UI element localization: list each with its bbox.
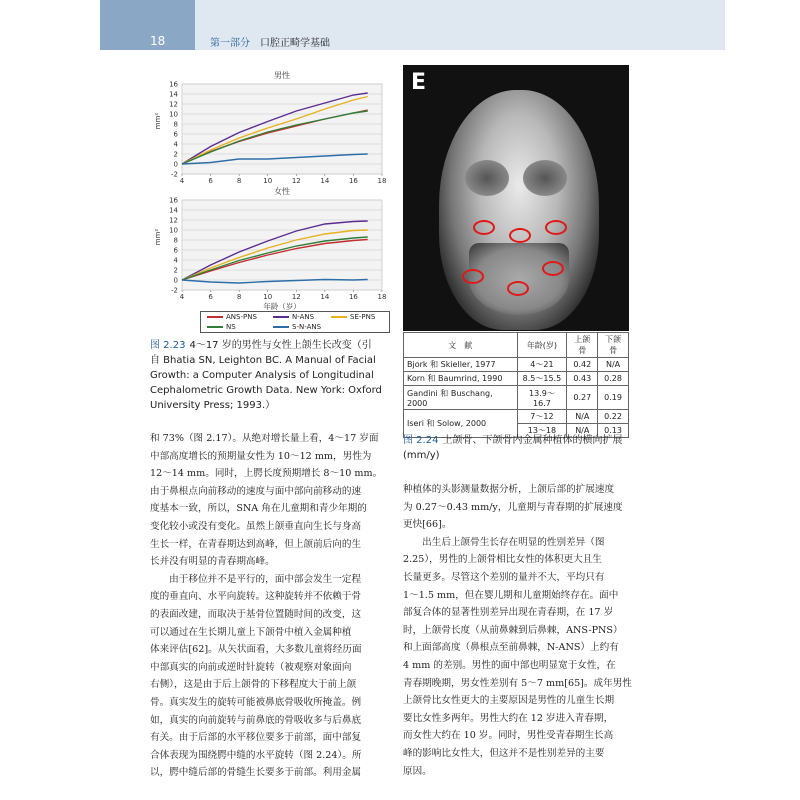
caption-line: 图 2.24 上颌骨、下颌骨内金属种植体的横向扩展 bbox=[403, 435, 623, 446]
table-cell: 0.13 bbox=[598, 424, 629, 438]
table-cell: 0.19 bbox=[598, 386, 629, 410]
text-line: 体来评估[62]。从矢状面看，大多数儿童将经历面 bbox=[150, 644, 362, 656]
chapter-title: 口腔正畸学基础 bbox=[260, 38, 330, 49]
x-tick-label: 14 bbox=[320, 293, 330, 301]
y-tick-label: 2 bbox=[173, 266, 178, 275]
y-tick-label: 10 bbox=[169, 110, 178, 119]
table-cell: N/A bbox=[567, 410, 598, 424]
table-cell: 8.5～15.5 bbox=[517, 372, 567, 386]
caption-line: Cephalometric Growth Data. New York: Oxford bbox=[150, 385, 382, 396]
figure-2-24-caption bbox=[403, 433, 643, 463]
y-tick-label: 0 bbox=[173, 160, 178, 169]
orbit-right bbox=[523, 160, 567, 196]
y-tick-label: -2 bbox=[171, 286, 178, 295]
text-line: 峰的影响比女性大，但这并不是性别差异的主要 bbox=[403, 747, 605, 759]
text-line: 以，腭中缝后部的骨缝生长要多于前部。利用金属 bbox=[150, 767, 362, 779]
legend-item bbox=[207, 323, 236, 331]
table-header-row bbox=[404, 333, 629, 358]
table-header: 年龄(岁) bbox=[517, 333, 567, 358]
caption-line: University Press; 1993.） bbox=[150, 400, 276, 411]
implant-marker bbox=[462, 269, 484, 284]
legend-label: N-ANS bbox=[292, 313, 315, 321]
text-line: 为 0.27～0.43 mm/y，儿童期与青春期的扩展速度 bbox=[403, 501, 623, 513]
x-tick-label: 12 bbox=[291, 177, 301, 185]
legend-label: ANS-PNS bbox=[226, 313, 257, 321]
y-tick-label: 12 bbox=[169, 216, 178, 225]
y-tick-label: 4 bbox=[173, 256, 178, 265]
table-cell: 0.42 bbox=[567, 358, 598, 372]
panel-letter: E bbox=[411, 70, 427, 95]
legend-swatch bbox=[207, 326, 223, 328]
text-line: 更快[66]。 bbox=[403, 519, 452, 531]
caption-line: 自 Bhatia SN, Leighton BC. A Manual of Facial bbox=[150, 355, 376, 366]
chart-title: 女性 bbox=[274, 187, 290, 196]
table-header: 文 献 bbox=[404, 333, 518, 358]
table-cell: N/A bbox=[567, 424, 598, 438]
cephalometric-xray-image bbox=[403, 65, 629, 331]
legend-label: S-N-ANS bbox=[292, 323, 322, 331]
legend-item bbox=[273, 323, 321, 331]
y-tick-label: 12 bbox=[169, 100, 178, 109]
legend-swatch bbox=[331, 316, 347, 318]
table-cell: 7～12 bbox=[517, 410, 567, 424]
text-line: 4 mm 的差别。男性的面中部也明显宽于女性，在 bbox=[403, 659, 616, 671]
female-growth-chart bbox=[150, 186, 395, 310]
text-line: 长量更多。尽管这个差别的量并不大，平均只有 bbox=[403, 571, 605, 583]
table-header: 上颌骨 bbox=[567, 333, 598, 358]
x-tick-label: 12 bbox=[291, 293, 301, 301]
caption-line: 图 2.23 4～17 岁的男性与女性上颌生长改变（引 bbox=[150, 340, 372, 351]
text-line: 合体表现为围绕腭中缝的水平旋转（图 2.24）。所 bbox=[150, 749, 362, 761]
part-label: 第一部分 bbox=[210, 38, 250, 49]
text-line: 中部高度增长的预期量女性为 10～12 mm，男性为 bbox=[150, 450, 372, 462]
legend-label: NS bbox=[226, 323, 236, 331]
text-line: 上颌骨比女性更大的主要原因是男性的儿童生长期 bbox=[403, 695, 615, 707]
text-line: 右侧），这是由于后上颌骨的下移程度大于前上颌 bbox=[150, 679, 357, 691]
table-cell: 4～21 bbox=[517, 358, 567, 372]
y-tick-label: 8 bbox=[173, 236, 178, 245]
implant-marker bbox=[507, 281, 529, 296]
table-cell: 0.28 bbox=[598, 372, 629, 386]
x-tick-label: 8 bbox=[236, 177, 242, 185]
table-cell: 0.43 bbox=[567, 372, 598, 386]
x-tick-label: 16 bbox=[348, 293, 358, 301]
implant-marker bbox=[542, 261, 564, 276]
x-tick-label: 10 bbox=[263, 177, 273, 185]
legend-swatch bbox=[273, 316, 289, 318]
implant-marker bbox=[545, 220, 567, 235]
chart-legend bbox=[200, 311, 390, 333]
female-chart-svg bbox=[150, 186, 395, 310]
text-line: 由于鼻根点向前移动的速度与面中部向前移动的速 bbox=[150, 485, 362, 497]
text-line: 有关。由于后部的水平移位要多于前部，面中部复 bbox=[150, 732, 362, 744]
caption-line: Growth: a Computer Analysis of Longitudinal bbox=[150, 370, 374, 381]
x-tick-label: 18 bbox=[377, 177, 387, 185]
x-axis-label: 年龄（岁） bbox=[263, 302, 301, 311]
table-cell: 0.27 bbox=[567, 386, 598, 410]
table-row bbox=[404, 358, 629, 372]
y-tick-label: 10 bbox=[169, 226, 178, 235]
text-line: 2.25），男性的上颌骨相比女性的体积更大且生 bbox=[403, 554, 602, 566]
y-tick-label: 2 bbox=[173, 150, 178, 159]
text-line: 原因。 bbox=[403, 765, 432, 777]
y-axis-label: mm² bbox=[154, 112, 162, 130]
text-line: 1～1.5 mm，但在婴儿期和儿童期始终存在。面中 bbox=[403, 589, 619, 601]
y-tick-label: 4 bbox=[173, 140, 178, 149]
legend-item bbox=[207, 313, 257, 321]
orbit-left bbox=[465, 160, 509, 196]
implant-marker bbox=[509, 228, 531, 243]
text-line: 部复合体的显著性别差异出现在青春期，在 17 岁 bbox=[403, 607, 614, 619]
table-row bbox=[404, 410, 629, 424]
implant-marker bbox=[473, 220, 495, 235]
y-tick-label: 6 bbox=[173, 246, 178, 255]
text-line: 要比女性多两年。男性大约在 12 岁进入青春期， bbox=[403, 712, 614, 724]
table-cell: 0.22 bbox=[598, 410, 629, 424]
text-line: 青春期晚期，男女性差别有 5～7 mm[65]。成年男性 bbox=[403, 677, 632, 689]
table-cell: 13～18 bbox=[517, 424, 567, 438]
text-line: 种植体的头影测量数据分析，上颌后部的扩展速度 bbox=[403, 484, 615, 495]
y-axis-label: mm² bbox=[154, 228, 162, 246]
text-line: 如，真实的向前旋转与前鼻底的骨吸收多与后鼻底 bbox=[150, 714, 362, 726]
text-line: 时，上颌骨长度（从前鼻棘到后鼻棘，ANS-PNS） bbox=[403, 624, 623, 636]
right-body-text bbox=[403, 481, 643, 780]
table-cell: Iseri 和 Solow, 2000 bbox=[404, 410, 518, 438]
text-line: 度的垂直向、水平向旋转。这种旋转并不依赖于骨 bbox=[150, 591, 362, 603]
table-cell: N/A bbox=[598, 358, 629, 372]
text-line: 和 73%（图 2.17）。从绝对增长量上看，4～17 岁面 bbox=[150, 433, 379, 444]
y-tick-label: 14 bbox=[169, 206, 178, 215]
text-line: 的表面改建，而取决于基骨位置随时间的改变，这 bbox=[150, 608, 362, 620]
y-tick-label: 0 bbox=[173, 276, 178, 285]
x-tick-label: 18 bbox=[377, 293, 387, 301]
table-row bbox=[404, 386, 629, 410]
text-line: 可以通过在生长期儿童上下颌骨中植入金属种植 bbox=[150, 626, 352, 638]
legend-item bbox=[273, 313, 314, 321]
y-tick-label: 8 bbox=[173, 120, 178, 129]
x-tick-label: 6 bbox=[208, 177, 213, 185]
text-line: 骨。真实发生的旋转可能被鼻底骨吸收所掩盖。例 bbox=[150, 696, 362, 708]
caption-line: (mm/y) bbox=[403, 450, 440, 461]
x-tick-label: 8 bbox=[236, 293, 242, 301]
table-row bbox=[404, 372, 629, 386]
y-tick-label: 14 bbox=[169, 90, 178, 99]
left-body-text bbox=[150, 430, 395, 782]
text-line: 12～14 mm。同时，上腭长度预期增长 8～10 mm。 bbox=[150, 468, 383, 480]
male-growth-chart bbox=[150, 70, 395, 188]
running-title bbox=[210, 34, 330, 49]
y-tick-label: -2 bbox=[171, 170, 178, 179]
text-line: 而女性大约在 10 岁。同时，男性受青春期生长高 bbox=[403, 730, 614, 742]
x-tick-label: 10 bbox=[263, 293, 273, 301]
text-line: 长并没有明显的青春期高峰。 bbox=[150, 556, 275, 568]
x-tick-label: 6 bbox=[208, 293, 213, 301]
text-line: 度基本一致，所以，SNA 角在儿童期和青少年期的 bbox=[150, 503, 367, 515]
legend-swatch bbox=[207, 316, 223, 318]
text-line: 出生后上颌骨生长存在明显的性别差异（图 bbox=[403, 536, 605, 548]
figure-label: 图 2.24 bbox=[403, 435, 439, 446]
x-tick-label: 16 bbox=[348, 177, 358, 185]
text-line: 由于移位并不是平行的，面中部会发生一定程 bbox=[150, 573, 362, 585]
text-line: 和上面部高度（鼻根点至前鼻棘，N-ANS）上约有 bbox=[403, 642, 619, 654]
table-header: 下颌骨 bbox=[598, 333, 629, 358]
x-tick-label: 4 bbox=[179, 177, 185, 185]
mandible-shape bbox=[469, 243, 569, 315]
legend-label: SE-PNS bbox=[350, 313, 376, 321]
expansion-rate-table bbox=[403, 332, 629, 438]
legend-swatch bbox=[273, 326, 289, 328]
y-tick-label: 16 bbox=[169, 196, 178, 205]
figure-2-23-caption bbox=[150, 338, 395, 413]
text-line: 生长一样，在青春期达到高峰，但上颌前后向的生 bbox=[150, 538, 362, 550]
male-chart-svg bbox=[150, 70, 395, 188]
plot-area bbox=[182, 200, 382, 290]
figure-label: 图 2.23 bbox=[150, 340, 186, 351]
page-number: 18 bbox=[150, 34, 166, 48]
y-tick-label: 6 bbox=[173, 130, 178, 139]
chart-title: 男性 bbox=[274, 71, 290, 80]
table-cell: 13.9～16.7 bbox=[517, 386, 567, 410]
x-tick-label: 14 bbox=[320, 177, 330, 185]
header-page-tab bbox=[100, 0, 195, 50]
text-line: 中部真实的向前或逆时针旋转（被观察对象面向 bbox=[150, 661, 352, 673]
table-cell: Gandini 和 Buschang, 2000 bbox=[404, 386, 518, 410]
legend-item bbox=[331, 313, 375, 321]
running-header bbox=[0, 0, 800, 50]
y-tick-label: 16 bbox=[169, 80, 178, 89]
text-line: 变化较小或没有变化。虽然上颌垂直向生长与身高 bbox=[150, 520, 362, 532]
x-tick-label: 4 bbox=[179, 293, 185, 301]
table-cell: Korn 和 Baumrind, 1990 bbox=[404, 372, 518, 386]
table-cell: Bjork 和 Skieller, 1977 bbox=[404, 358, 518, 372]
